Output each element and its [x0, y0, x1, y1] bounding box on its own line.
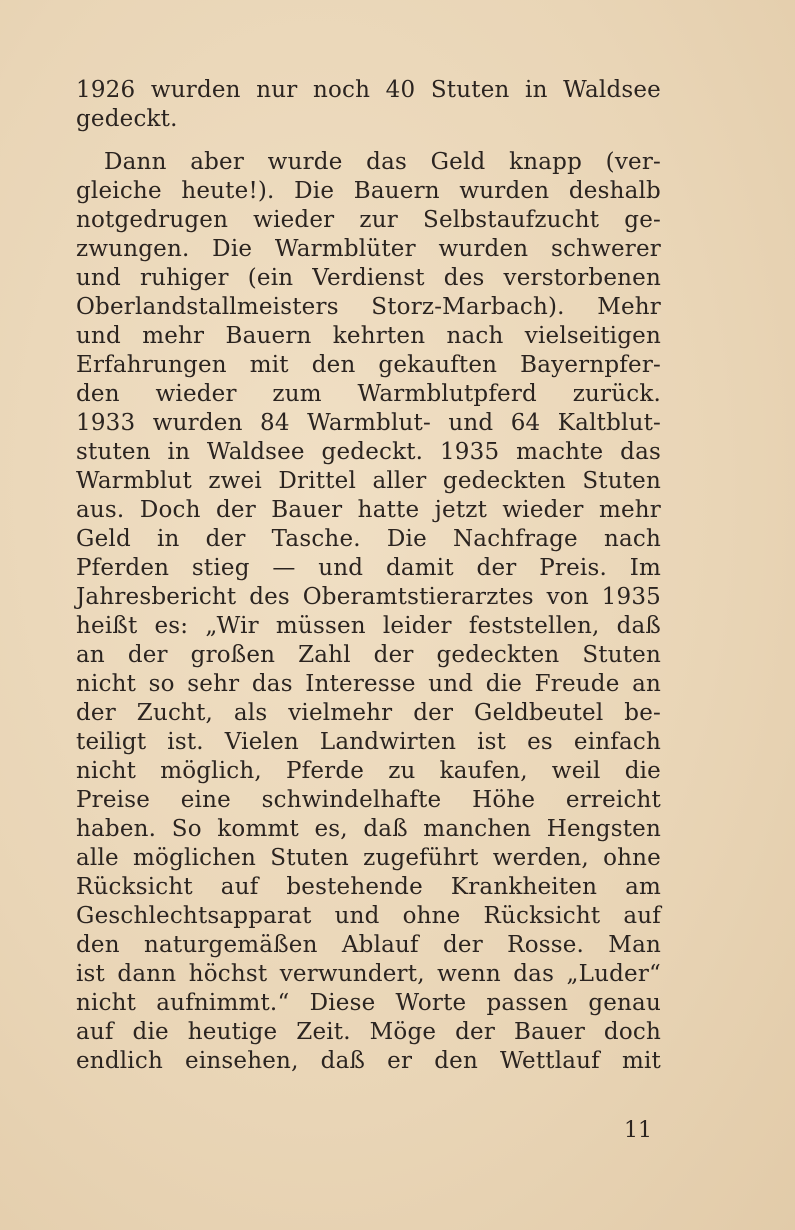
text-line: haben. So kommt es, daß manchen Hengsten	[76, 816, 661, 842]
text-line: Preise eine schwindelhafte Höhe erreicht	[76, 787, 661, 813]
text-line: Geld in der Tasche. Die Nachfrage nach	[76, 526, 661, 552]
text-line: Dann aber wurde das Geld knapp (ver-	[104, 149, 661, 175]
text-line: alle möglichen Stuten zugeführt werden, ohne	[76, 845, 661, 871]
text-line: und mehr Bauern kehrten nach vielseitigen	[76, 323, 661, 349]
text-line: endlich einsehen, daß er den Wettlauf mit	[76, 1048, 661, 1074]
text-line: Geschlechtsapparat und ohne Rücksicht auf	[76, 903, 661, 929]
text-line: Pferden stieg — und damit der Preis. Im	[76, 555, 661, 581]
text-line: Jahresbericht des Oberamtstierarztes von 1935	[76, 584, 661, 610]
text-line: zwungen. Die Warmblüter wurden schwerer	[76, 236, 661, 262]
text-line: und ruhiger (ein Verdienst des verstorbenen	[76, 265, 661, 291]
text-line: Warmblut zwei Drittel aller gedeckten Stuten	[76, 468, 661, 494]
text-line: an der großen Zahl der gedeckten Stuten	[76, 642, 661, 668]
text-line: 1926 wurden nur noch 40 Stuten in Waldsee	[76, 77, 661, 103]
text-line: nicht aufnimmt.“ Diese Worte passen genau	[76, 990, 661, 1016]
text-line: notgedrugen wieder zur Selbstaufzucht ge-	[76, 207, 661, 233]
text-line: 1933 wurden 84 Warmblut- und 64 Kaltblut-	[76, 410, 661, 436]
text-line: auf die heutige Zeit. Möge der Bauer doch	[76, 1019, 661, 1045]
text-line: aus. Doch der Bauer hatte jetzt wieder mehr	[76, 497, 661, 523]
text-line: teiligt ist. Vielen Landwirten ist es einfach	[76, 729, 661, 755]
text-line: stuten in Waldsee gedeckt. 1935 machte das	[76, 439, 661, 465]
text-line: nicht möglich, Pferde zu kaufen, weil die	[76, 758, 661, 784]
text-line: heißt es: „Wir müssen leider feststellen, daß	[76, 613, 661, 639]
text-line: Erfahrungen mit den gekauften Bayernpfer-	[76, 352, 661, 378]
text-line: Oberlandstallmeisters Storz-Marbach). Mehr	[76, 294, 661, 320]
text-line: gedeckt.	[76, 106, 178, 132]
text-line: nicht so sehr das Interesse und die Freude an	[76, 671, 661, 697]
page-number: 11	[624, 1118, 652, 1143]
text-line: den naturgemäßen Ablauf der Rosse. Man	[76, 932, 661, 958]
text-line: gleiche heute!). Die Bauern wurden deshalb	[76, 178, 661, 204]
text-line: den wieder zum Warmblutpferd zurück.	[76, 381, 661, 407]
text-line: ist dann höchst verwundert, wenn das „Luder“	[76, 961, 661, 987]
paragraph-1	[76, 76, 661, 134]
text-line: der Zucht, als vielmehr der Geldbeutel be-	[76, 700, 661, 726]
text-line: Rücksicht auf bestehende Krankheiten am	[76, 874, 661, 900]
paragraph-2	[76, 148, 661, 1076]
